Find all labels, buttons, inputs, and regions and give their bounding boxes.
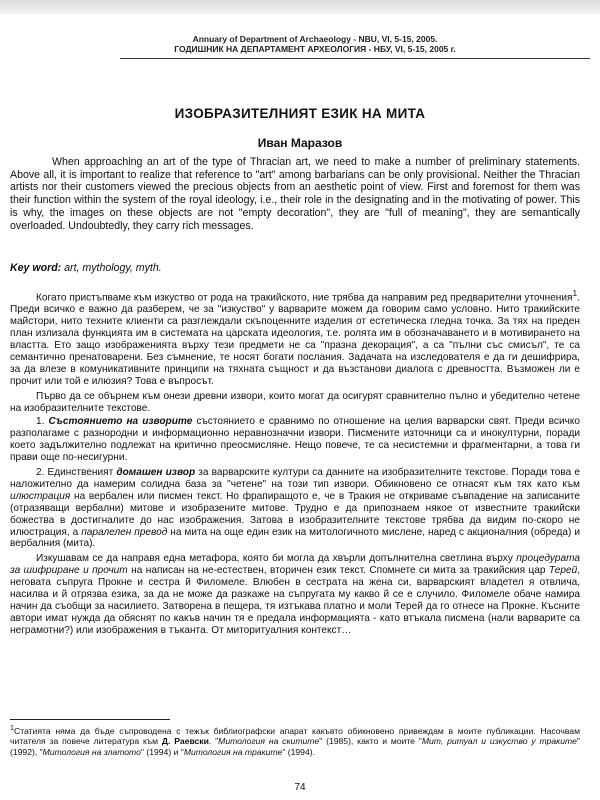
paragraph-5-part-a: Изкушавам се да направя една метафора, която би могла да хвърли допълнителна светлина върху	[36, 553, 517, 565]
header-line-en: Annuary of Department of Archaeology - NBU, VI, 5-15, 2005.	[192, 34, 438, 44]
paragraph-5-part-b: на написан на не-естествен, вторичен език текст. Спомнете си мита за тракийския цар	[127, 565, 549, 577]
scan-top-edge	[0, 0, 600, 14]
footnote-part-c: " (1985), както и моите "	[319, 736, 422, 747]
footnote-ref: 1	[572, 288, 578, 298]
header-line-bg: ГОДИШНИК НА ДЕПАРТАМЕНТ АРХЕОЛОГИЯ - НБУ, VI, 5-15, 2005 г.	[174, 44, 456, 54]
article-title: ИЗОБРАЗИТЕЛНИЯТ ЕЗИК НА МИТА	[174, 106, 426, 121]
keywords-label: Key word:	[10, 262, 62, 274]
paragraph-5	[10, 553, 580, 636]
footnote-title-1: Митология на скитите	[218, 736, 320, 747]
footnote-part-d: " (1992), "	[10, 736, 580, 757]
footnote-marker: 1	[10, 724, 14, 732]
abstract	[10, 156, 580, 232]
paragraph-4-number: 2. Единственият	[36, 467, 117, 479]
paragraph-4-part-b: на вербален или писмен текст. Но фрапиращото е, че в Тракия не откриваме съвпадение на записаните (отразяващи вербални) митове и изобразените митове. Трудно е да припознаем някое от известните тракийски божества в достигналите до нас изображения. Затова в изобразителните текстове трябва да видим по-скоро не илюстрация, а	[10, 490, 580, 538]
footnote-part-b: . "	[208, 736, 219, 747]
paragraph-4-part-a: за варварските култури са данните на изобразителните текстове. Поради това е наложително да намерим солидна база за "четене" на този тип извори. Обикновено се отнасят към тях като към	[10, 467, 580, 490]
paragraph-4-italic-2: паралелен превод	[81, 526, 168, 538]
page-number: 74	[294, 782, 306, 793]
keywords	[10, 262, 580, 275]
abstract-text: When approaching an art of the type of Thracian art, we need to make a number of preliminary statements. Above all, it is important to realize that reference to "art" among barbarians can be only provisional. Neither the Thracian artists nor their customers viewed the precious objects from an aesthetic point of view. First and foremost for them was their function within the system of the royal ideology, i.e., their role in the designating and in the motivating of power. This is why, the images on these objects are not "empty decoration", they are "full of meaning", they are semantically overloaded. Undoubtedly, they carry rich messages.	[10, 156, 580, 232]
paragraph-3	[10, 416, 580, 464]
paragraph-3-term: Състоянието на изворите	[48, 416, 193, 428]
paragraph-5-italic-1: процедурата за шифриране и прочит	[10, 553, 580, 577]
keywords-text: art, mythology, myth.	[61, 262, 162, 274]
footnote-title-3: Митология на златото	[42, 746, 141, 757]
footnote-part-f: " (1994).	[282, 746, 315, 757]
footnote-part-e: " (1994) и "	[140, 746, 184, 757]
paragraph-5-part-c: , неговата съпруга Прокне и сестра й Филомеле. Влюбен в сестрата на жена си, варварският владетел я отвлича, насилва и й отрязва езика, за да не може да разкаже на съпругата му какво й се е случило. Филомеле обаче намира начин да съобщи за насилието. Затворена в пещера, тя изтъкава платно и моли Терей да го отнесе на Прокне. Късните автори имат нужда да обяснят по какъв начин тя е предала информацията - като втъкала писмена (нали варварите са неграмотни?) или изображения в тъканта. От миторитуалния контекст…	[10, 565, 580, 636]
paragraph-1-part-b: . Преди всичко е важно да разберем, че за "изкуство" у варварите можем да говорим само условно. Нито тракийските майстори, нито техните клиенти са разглеждали скъпоценните изделия от естетическа гледна точка. За тях на преден план излизала функцията им в системата на царската идеология, т.е. ролята им в обозначаването и в мотивирането на властта. Ето защо изображенията върху тези предмети не са "празна декорация", а са "пълни със смисъл", те са семантично пренатоварени. Без съмнение, те носят богати послания. Задачата на изследователя е да ги дешифрира, за да влезе в комуникативните принципи на тяхната същност и да възстанови диалога с древността. Възможен ли е прочит или той е илюзия? Това е въпросът.	[10, 292, 580, 387]
paragraph-3-text: състоянието е сравнимо по отношение на целия варварски свят. Преди всичко разполагаме с разнородни и информационно неравнозначни извори. Писмените източници са и инокултурни, поради което задължително подлежат на критично преосмисляне. Нещо повече, те са несистемни и фрагментарни, а това ги прави още по-несигурни.	[10, 416, 580, 464]
running-header	[150, 34, 480, 54]
footnote-part-a: Статията няма да бъде съпроводена с тежък библиографски апарат какъвто обикновено привеждам в моите публикации. Насочвам читателя за повече литература към	[10, 725, 580, 747]
footnote-rule	[10, 719, 170, 720]
paragraph-4-italic-1: илюстрация	[10, 490, 71, 502]
paragraph-1	[10, 288, 580, 388]
footnote-author-name: Д. Раевски	[161, 736, 209, 747]
paragraph-4-term: домашен извор	[116, 467, 196, 479]
paragraph-5-italic-2: Терей	[548, 565, 578, 577]
paragraph-4-part-c: на мита на още един език на митологичното мислене, наред с акционалния (обреда) и вербалния (мита).	[10, 526, 580, 550]
paragraph-2: Първо да се обърнем към онези древни извори, които могат да осигурят сравнително пълно и убедително четене на изобразителните текстове.	[10, 390, 580, 414]
article-author: Иван Маразов	[257, 136, 343, 150]
header-rule	[120, 58, 590, 59]
paragraph-4	[10, 467, 580, 550]
paragraph-1-part-a: Когато пристъпваме към изкуство от рода на тракийското, ние трябва да направим ред предварителни уточнения	[36, 292, 573, 304]
footnote-title-4: Митология на траките	[183, 746, 283, 757]
body-text	[10, 288, 580, 716]
footnote	[10, 723, 580, 757]
paragraph-3-number: 1.	[36, 416, 49, 428]
footnote-title-2: Мит, ритуал и изкуство у траките	[421, 736, 577, 747]
